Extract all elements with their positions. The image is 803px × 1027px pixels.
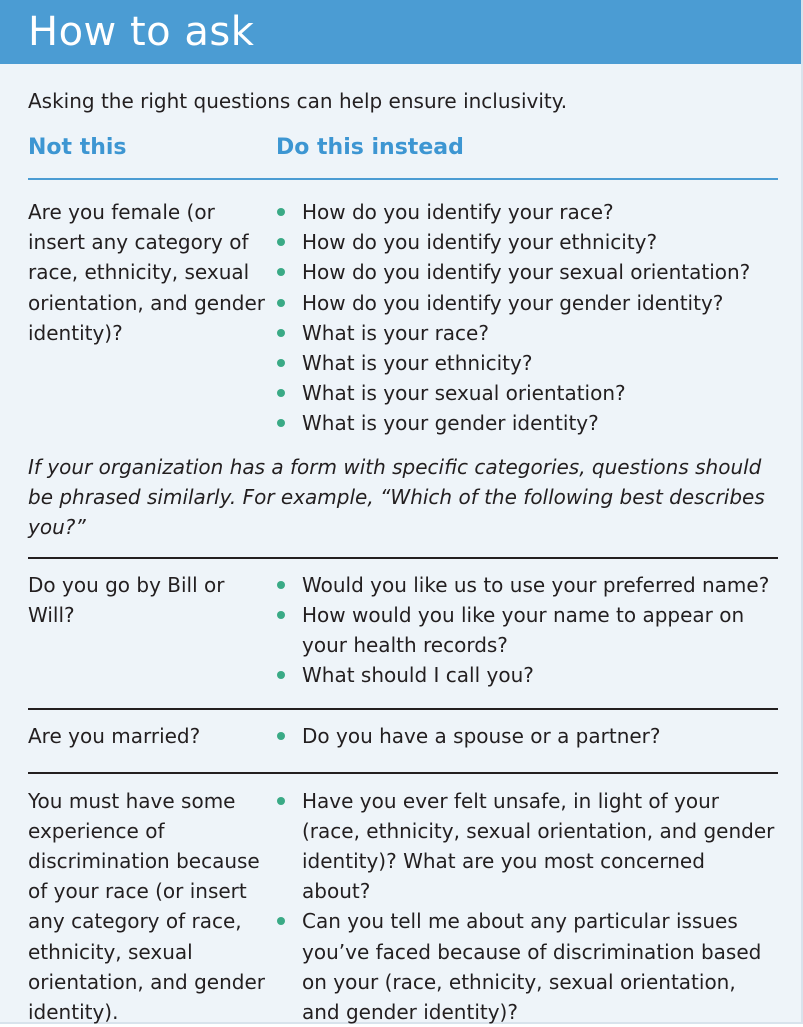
bullet-icon [277, 208, 285, 216]
do-this-list [276, 570, 778, 691]
list-item-text: Do you have a spouse or a partner? [302, 724, 661, 749]
list-item-text: What is your race? [302, 320, 489, 345]
list-item-text: How do you identify your ethnicity? [302, 230, 658, 255]
bullet-icon [277, 238, 285, 246]
card-content [0, 64, 801, 1027]
list-item-text: What is your gender identity? [302, 411, 599, 436]
column-headers [28, 133, 778, 180]
not-this-text: Do you go by Bill or Will? [28, 572, 225, 627]
list-item-text: How do you identify your sexual orientation? [302, 260, 751, 285]
header-bar [0, 0, 801, 64]
not-this-text: You must have some experience of discrimination because of your race (or insert any category of race, ethnicity, sexual orientation, and gender identity). [28, 788, 266, 1025]
bullet-icon [277, 268, 285, 276]
bullet-icon [277, 917, 285, 925]
bullet-icon [277, 581, 285, 589]
list-item [276, 408, 778, 438]
do-this-list [276, 721, 778, 751]
not-this-text: Are you married? [28, 724, 201, 749]
bullet-icon [277, 329, 285, 337]
bullet-icon [277, 797, 285, 805]
list-item-text: Have you ever felt unsafe, in light of your (race, ethnicity, sexual orientation, and gender identity)? What are you most concerned about? [302, 788, 775, 904]
list-item-text: What is your ethnicity? [302, 351, 533, 376]
list-item [276, 721, 778, 751]
bullet-icon [277, 359, 285, 367]
page-title: How to ask [28, 9, 255, 55]
list-item [276, 257, 778, 287]
list-item [276, 227, 778, 257]
bullet-icon [277, 299, 285, 307]
form-note-section [28, 444, 773, 557]
table-row [28, 774, 778, 1027]
bullet-icon [277, 732, 285, 740]
list-item [276, 600, 778, 660]
not-this-text: Are you female (or insert any category of race, ethnicity, sexual orientation, and gender identity)? [28, 200, 266, 345]
table-row [28, 180, 778, 444]
column-header-not-this: Not this [28, 135, 127, 160]
list-item-text: How do you identify your race? [302, 200, 614, 224]
list-item-text: How would you like your name to appear on your health records? [302, 602, 745, 658]
form-note: If your organization has a form with specific categories, questions should be phrased similarly. For example, “Which of the following best describes you?” [28, 454, 765, 539]
intro-text: Asking the right questions can help ensure inclusivity. [28, 89, 568, 113]
list-item-text: Would you like us to use your preferred name? [302, 572, 770, 597]
list-item [276, 378, 778, 408]
list-item-text: How do you identify your gender identity? [302, 290, 724, 315]
list-item [276, 197, 778, 227]
list-item [276, 570, 778, 600]
list-item-text: What is your sexual orientation? [302, 381, 626, 406]
do-this-list [276, 197, 778, 439]
bullet-icon [277, 419, 285, 427]
list-item-text: What should I call you? [302, 663, 534, 688]
list-item [276, 348, 778, 378]
list-item [276, 906, 778, 1027]
list-item [276, 660, 778, 690]
list-item-text: Can you tell me about any particular issues you’ve faced because of discrimination based on your (race, ethnicity, sexual orientation, and gender identity)? [302, 909, 762, 1025]
table-row [28, 710, 778, 771]
column-header-do-this: Do this instead [276, 135, 464, 160]
list-item [276, 318, 778, 348]
bullet-icon [277, 611, 285, 619]
do-this-list [276, 786, 778, 1027]
list-item [276, 288, 778, 318]
bullet-icon [277, 671, 285, 679]
list-item [276, 786, 778, 907]
bullet-icon [277, 389, 285, 397]
table-row [28, 559, 778, 709]
